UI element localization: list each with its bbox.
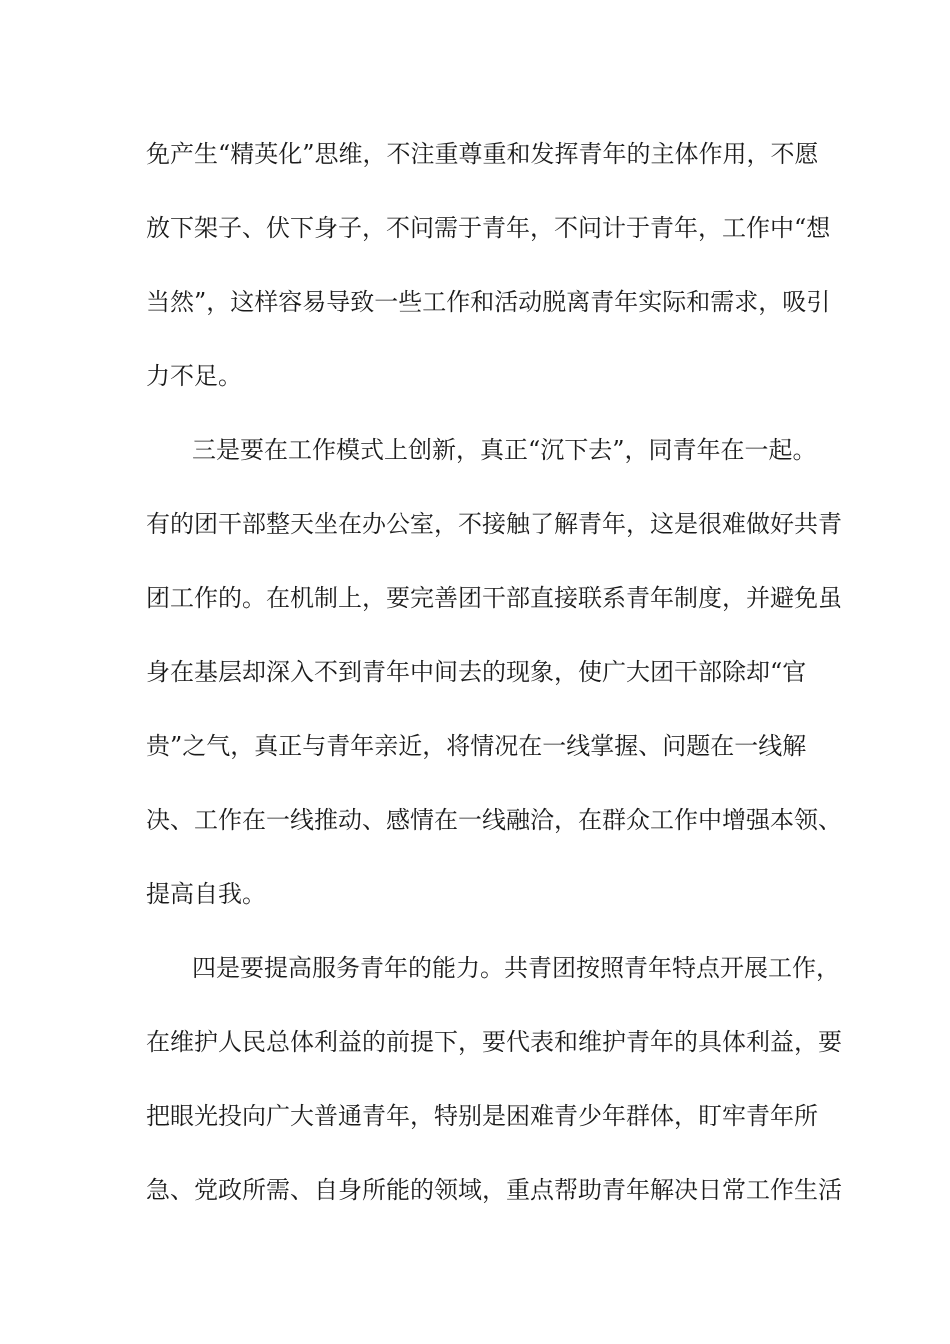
text-line: 把眼光投向广大普通青年，特别是困难青少年群体，盯牢青年所 xyxy=(146,1102,818,1130)
paragraph-start-line: 三是要在工作模式上创新，真正“沉下去”，同青年在一起。 xyxy=(192,436,817,464)
text-line: 团工作的。在机制上，要完善团干部直接联系青年制度，并避免虽 xyxy=(146,584,842,612)
text-line: 决、工作在一线推动、感情在一线融洽，在群众工作中增强本领、 xyxy=(146,806,842,834)
text-line: 有的团干部整天坐在办公室，不接触了解青年，这是很难做好共青 xyxy=(146,510,842,538)
paragraph-start-line: 四是要提高服务青年的能力。共青团按照青年特点开展工作， xyxy=(192,954,840,982)
text-line: 当然”，这样容易导致一些工作和活动脱离青年实际和需求，吸引 xyxy=(146,288,831,316)
text-line: 力不足。 xyxy=(146,362,242,390)
text-line: 贵”之气，真正与青年亲近，将情况在一线掌握、问题在一线解 xyxy=(146,732,807,760)
text-line: 放下架子、伏下身子，不问需于青年，不问计于青年，工作中“想 xyxy=(146,214,831,242)
text-line: 急、党政所需、自身所能的领域，重点帮助青年解决日常工作生活 xyxy=(146,1176,842,1204)
text-line: 身在基层却深入不到青年中间去的现象，使广大团干部除却“官 xyxy=(146,658,807,686)
text-line: 免产生“精英化”思维，不注重尊重和发挥青年的主体作用，不愿 xyxy=(146,140,819,168)
text-line: 在维护人民总体利益的前提下，要代表和维护青年的具体利益，要 xyxy=(146,1028,842,1056)
text-line: 提高自我。 xyxy=(146,880,266,908)
